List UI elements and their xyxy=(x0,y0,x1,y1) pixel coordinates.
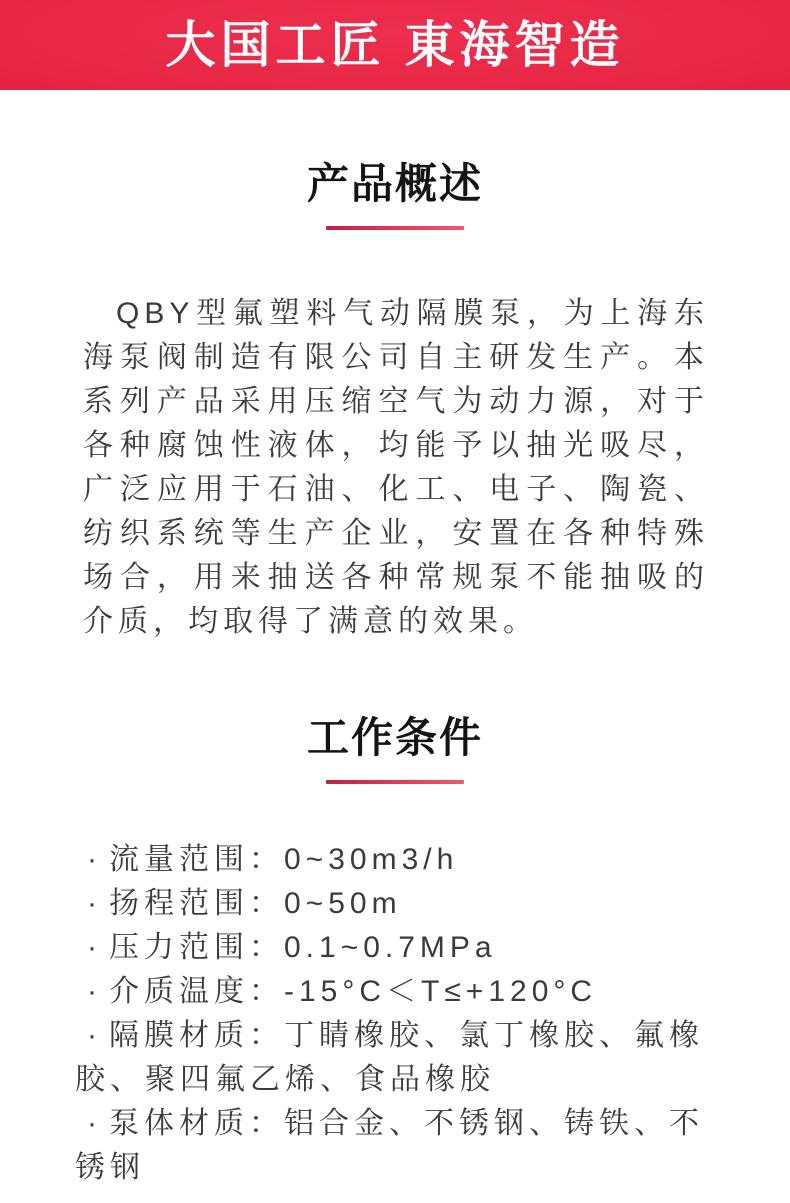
bullet-icon: · xyxy=(87,1019,97,1052)
item-separator: ： xyxy=(249,931,284,964)
overview-heading xyxy=(75,162,715,230)
item-value: 0~50m xyxy=(284,887,402,920)
item-value: 丁睛橡胶、氯丁橡胶、氟橡胶、聚四氟乙烯、食品橡胶 xyxy=(75,1019,704,1096)
item-separator: ： xyxy=(249,1107,284,1140)
item-value: 0~30m3/h xyxy=(284,843,459,876)
item-value: -15°C＜T≤+120°C xyxy=(284,975,598,1008)
item-separator: ： xyxy=(249,843,284,876)
item-label: 介质温度 xyxy=(109,975,249,1008)
bullet-icon: · xyxy=(87,887,97,920)
section-conditions xyxy=(0,716,790,1190)
list-item xyxy=(75,1014,715,1102)
conditions-title: 工作条件 xyxy=(306,714,483,761)
item-separator: ： xyxy=(249,887,284,920)
item-label: 扬程范围 xyxy=(109,887,249,920)
overview-title-underline xyxy=(326,226,464,230)
list-item xyxy=(75,970,715,1014)
conditions-list xyxy=(75,838,715,1190)
conditions-heading xyxy=(75,716,715,784)
conditions-title-underline xyxy=(326,780,464,784)
item-label: 泵体材质 xyxy=(109,1107,249,1140)
list-item xyxy=(75,838,715,882)
item-separator: ： xyxy=(249,975,284,1008)
section-overview xyxy=(0,162,790,644)
list-item xyxy=(75,882,715,926)
overview-paragraph: QBY型氟塑料气动隔膜泵，为上海东海泵阀制造有限公司自主研发生产。本系列产品采用压缩空气为动力源，对于各种腐蚀性液体，均能予以抽光吸尽，广泛应用于石油、化工、电子、陶瓷、纺织系统等生产企业，安置在各种特殊场合，用来抽送各种常规泵不能抽吸的介质，均取得了满意的效果。 xyxy=(83,297,709,638)
brand-banner xyxy=(0,0,790,90)
bullet-icon: · xyxy=(87,931,97,964)
item-value: 铝合金、不锈钢、铸铁、不锈钢 xyxy=(75,1107,704,1184)
item-label: 隔膜材质 xyxy=(109,1019,249,1052)
item-separator: ： xyxy=(249,1019,284,1052)
banner-title: 大国工匠 東海智造 xyxy=(165,17,625,73)
item-label: 压力范围 xyxy=(109,931,249,964)
bullet-icon: · xyxy=(87,975,97,1008)
bullet-icon: · xyxy=(87,1107,97,1140)
bullet-icon: · xyxy=(87,843,97,876)
item-value: 0.1~0.7MPa xyxy=(284,931,497,964)
list-item xyxy=(75,1102,715,1190)
overview-title: 产品概述 xyxy=(306,160,483,207)
list-item xyxy=(75,926,715,970)
item-label: 流量范围 xyxy=(109,843,249,876)
